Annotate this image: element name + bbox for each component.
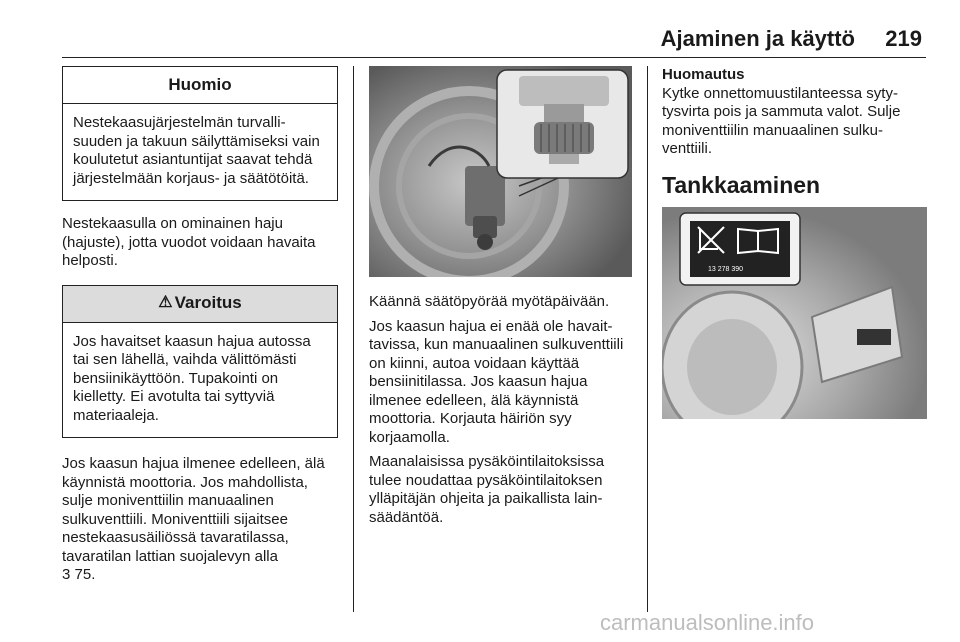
warning-box bbox=[62, 285, 338, 439]
column-3 bbox=[662, 66, 927, 419]
paragraph-no-smell: Jos kaasun hajua ei enää ole havaittavissa, kun manuaalinen sulkuventtiili on kiinni, autoa voidaan käyttää bensiinitilassa. Jos kaasun hajua ilmenee edelleen, älä käynnistä moottoria. Korjauta häiriön syy korjaamolla. bbox=[369, 317, 624, 446]
note-title: Huomautus bbox=[662, 66, 745, 83]
page-reference: 3 75. bbox=[62, 566, 96, 583]
column-divider-2 bbox=[647, 66, 648, 612]
fuel-flap-illustration bbox=[662, 207, 927, 419]
header-title: Ajaminen ja käyttö bbox=[660, 26, 855, 51]
column-divider-1 bbox=[353, 66, 354, 612]
paragraph-gas-smell bbox=[62, 455, 338, 585]
note-body: Kytke onnettomuustilanteessa sytytysvirta pois ja sammuta valot. Sulje moniventtiilin manuaalinen sulkuventtiili. bbox=[662, 84, 901, 157]
warning-title-text: Varoitus bbox=[174, 293, 242, 313]
paragraph-turn-knob: Käännä säätöpyörää myötäpäivään. bbox=[369, 293, 610, 310]
watermark: carmanualsonline.info bbox=[600, 610, 815, 635]
notice-box-body: Nestekaasujärjestelmän turvallisuuden ja takuun säilyttämiseksi vain koulutetut asiantuntijat saavat tehdä järjestelmään korjaus- ja säätötöitä. bbox=[73, 114, 320, 187]
label-code: 13 278 390 bbox=[708, 265, 744, 273]
notice-box-title: Huomio bbox=[63, 67, 337, 104]
column-1 bbox=[62, 66, 338, 585]
fuel-flap-illustration-graphic bbox=[662, 207, 927, 419]
warning-triangle-icon: ⚠ bbox=[158, 294, 173, 312]
valve-illustration-graphic bbox=[369, 66, 632, 277]
valve-illustration bbox=[369, 66, 632, 277]
warning-box-title bbox=[63, 286, 337, 323]
column-2 bbox=[369, 66, 632, 527]
paragraph-gas-smell-text: Jos kaasun hajua ilmenee edelleen, älä käynnistä moottoria. Jos mahdollista, sulje moniventtiilin manuaalinen sulkuventtiili. Moniventtiili sijaitsee nestekaasusäiliössä tavaratilassa, tavaratilan lattian suojalevyn alla bbox=[62, 455, 325, 565]
page-number: 219 bbox=[885, 26, 922, 51]
warning-box-body: Jos havaitset kaasun hajua autossa tai sen lähellä, vaihda välittömästi bensiinikäyttöön. Tupakointi on kielletty. Ei avotulta tai syttyviä materiaaleja. bbox=[73, 332, 311, 424]
paragraph-parking: Maanalaisissa pysäköintilaitoksissa tulee noudattaa pysäköintilaitoksen ylläpitäjän ohjeita ja paikallista lainsäädäntöä. bbox=[369, 453, 605, 526]
page-header bbox=[0, 26, 960, 56]
paragraph-odor: Nestekaasulla on ominainen haju (hajuste), jotta vuodot voidaan havaita helposti. bbox=[62, 215, 316, 269]
section-title: Tankkaaminen bbox=[662, 171, 821, 198]
header-rule bbox=[62, 57, 926, 58]
notice-box bbox=[62, 66, 338, 201]
